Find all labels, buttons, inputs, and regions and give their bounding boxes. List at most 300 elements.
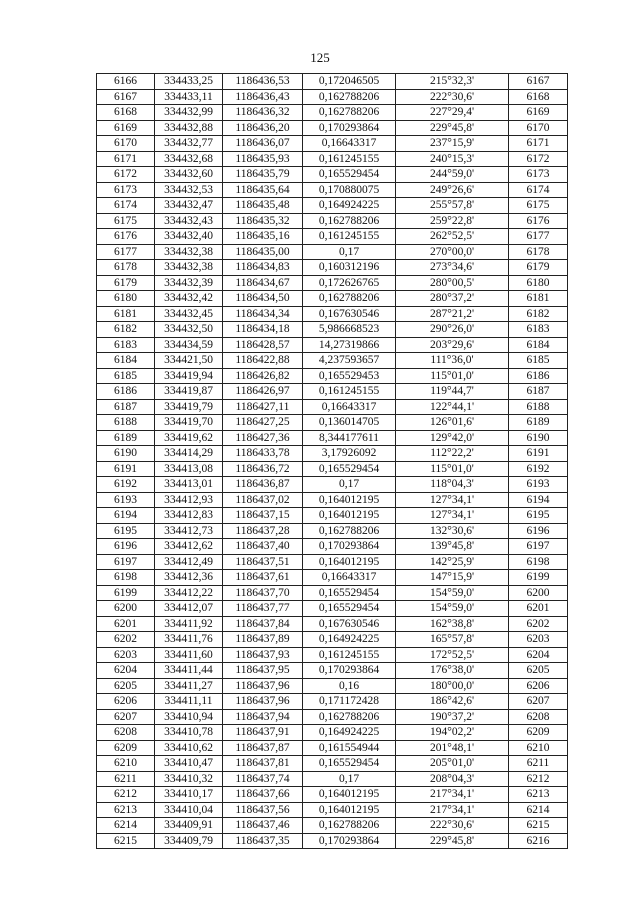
next-point-cell: 6198: [509, 554, 568, 570]
next-point-cell: 6214: [509, 802, 568, 818]
bearing-cell: 217°34,1': [396, 802, 509, 818]
next-point-cell: 6173: [509, 167, 568, 183]
point-number-cell: 6201: [97, 616, 155, 632]
y-coordinate-cell: 1186437,89: [223, 632, 303, 648]
distance-cell: 0,17: [303, 477, 396, 493]
bearing-cell: 280°37,2': [396, 291, 509, 307]
bearing-cell: 176°38,0': [396, 663, 509, 679]
bearing-cell: 139°45,8': [396, 539, 509, 555]
x-coordinate-cell: 334419,70: [155, 415, 223, 431]
point-number-cell: 6185: [97, 368, 155, 384]
table-row: [97, 818, 568, 834]
table-row: [97, 523, 568, 539]
distance-cell: 0,171172428: [303, 694, 396, 710]
distance-cell: 0,165529454: [303, 585, 396, 601]
x-coordinate-cell: 334412,73: [155, 523, 223, 539]
distance-cell: 0,17: [303, 771, 396, 787]
bearing-cell: 154°59,0': [396, 601, 509, 617]
bearing-cell: 154°59,0': [396, 585, 509, 601]
table-row: [97, 322, 568, 338]
x-coordinate-cell: 334432,42: [155, 291, 223, 307]
distance-cell: 0,17: [303, 244, 396, 260]
table-row: [97, 787, 568, 803]
y-coordinate-cell: 1186434,83: [223, 260, 303, 276]
next-point-cell: 6179: [509, 260, 568, 276]
point-number-cell: 6186: [97, 384, 155, 400]
table-row: [97, 461, 568, 477]
table-row: [97, 384, 568, 400]
x-coordinate-cell: 334411,76: [155, 632, 223, 648]
table-row: [97, 508, 568, 524]
distance-cell: 0,165529454: [303, 756, 396, 772]
y-coordinate-cell: 1186437,84: [223, 616, 303, 632]
next-point-cell: 6213: [509, 787, 568, 803]
next-point-cell: 6180: [509, 275, 568, 291]
x-coordinate-cell: 334419,62: [155, 430, 223, 446]
bearing-cell: 190°37,2': [396, 709, 509, 725]
table-row: [97, 678, 568, 694]
x-coordinate-cell: 334411,44: [155, 663, 223, 679]
y-coordinate-cell: 1186434,34: [223, 306, 303, 322]
bearing-cell: 112°22,2': [396, 446, 509, 462]
bearing-cell: 255°57,8': [396, 198, 509, 214]
x-coordinate-cell: 334432,38: [155, 260, 223, 276]
bearing-cell: 229°45,8': [396, 120, 509, 136]
bearing-cell: 111°36,0': [396, 353, 509, 369]
bearing-cell: 215°32,3': [396, 74, 509, 90]
x-coordinate-cell: 334432,43: [155, 213, 223, 229]
bearing-cell: 217°34,1': [396, 787, 509, 803]
y-coordinate-cell: 1186435,48: [223, 198, 303, 214]
x-coordinate-cell: 334432,38: [155, 244, 223, 260]
x-coordinate-cell: 334411,92: [155, 616, 223, 632]
point-number-cell: 6171: [97, 151, 155, 167]
table-row: [97, 306, 568, 322]
page-number: 125: [310, 50, 330, 65]
x-coordinate-cell: 334409,91: [155, 818, 223, 834]
table-row: [97, 539, 568, 555]
distance-cell: 4,237593657: [303, 353, 396, 369]
next-point-cell: 6188: [509, 399, 568, 415]
next-point-cell: 6178: [509, 244, 568, 260]
point-number-cell: 6172: [97, 167, 155, 183]
point-number-cell: 6170: [97, 136, 155, 152]
table-row: [97, 833, 568, 849]
next-point-cell: 6216: [509, 833, 568, 849]
next-point-cell: 6170: [509, 120, 568, 136]
next-point-cell: 6183: [509, 322, 568, 338]
distance-cell: 0,164924225: [303, 198, 396, 214]
table-row: [97, 167, 568, 183]
y-coordinate-cell: 1186436,07: [223, 136, 303, 152]
table-row: [97, 694, 568, 710]
next-point-cell: 6190: [509, 430, 568, 446]
x-coordinate-cell: 334432,77: [155, 136, 223, 152]
x-coordinate-cell: 334411,11: [155, 694, 223, 710]
x-coordinate-cell: 334412,49: [155, 554, 223, 570]
point-number-cell: 6192: [97, 477, 155, 493]
x-coordinate-cell: 334409,79: [155, 833, 223, 849]
x-coordinate-cell: 334412,07: [155, 601, 223, 617]
table-row: [97, 554, 568, 570]
x-coordinate-cell: 334419,87: [155, 384, 223, 400]
next-point-cell: 6205: [509, 663, 568, 679]
bearing-cell: 127°34,1': [396, 492, 509, 508]
next-point-cell: 6181: [509, 291, 568, 307]
x-coordinate-cell: 334433,25: [155, 74, 223, 90]
distance-cell: 0,172046505: [303, 74, 396, 90]
y-coordinate-cell: 1186426,82: [223, 368, 303, 384]
distance-cell: 0,172626765: [303, 275, 396, 291]
point-number-cell: 6215: [97, 833, 155, 849]
bearing-cell: 262°52,5': [396, 229, 509, 245]
x-coordinate-cell: 334412,36: [155, 570, 223, 586]
y-coordinate-cell: 1186437,87: [223, 740, 303, 756]
y-coordinate-cell: 1186434,67: [223, 275, 303, 291]
point-number-cell: 6168: [97, 105, 155, 121]
next-point-cell: 6193: [509, 477, 568, 493]
distance-cell: 0,164924225: [303, 632, 396, 648]
y-coordinate-cell: 1186435,79: [223, 167, 303, 183]
point-number-cell: 6191: [97, 461, 155, 477]
y-coordinate-cell: 1186437,66: [223, 787, 303, 803]
y-coordinate-cell: 1186434,50: [223, 291, 303, 307]
y-coordinate-cell: 1186437,91: [223, 725, 303, 741]
distance-cell: 0,162788206: [303, 818, 396, 834]
x-coordinate-cell: 334412,93: [155, 492, 223, 508]
distance-cell: 0,164012195: [303, 787, 396, 803]
point-number-cell: 6203: [97, 647, 155, 663]
point-number-cell: 6205: [97, 678, 155, 694]
bearing-cell: 126°01,6': [396, 415, 509, 431]
table-row: [97, 244, 568, 260]
x-coordinate-cell: 334432,88: [155, 120, 223, 136]
x-coordinate-cell: 334410,32: [155, 771, 223, 787]
distance-cell: 0,162788206: [303, 709, 396, 725]
table-row: [97, 585, 568, 601]
bearing-cell: 147°15,9': [396, 570, 509, 586]
y-coordinate-cell: 1186433,78: [223, 446, 303, 462]
y-coordinate-cell: 1186436,32: [223, 105, 303, 121]
distance-cell: 0,16: [303, 678, 396, 694]
table-row: [97, 570, 568, 586]
y-coordinate-cell: 1186426,97: [223, 384, 303, 400]
y-coordinate-cell: 1186437,81: [223, 756, 303, 772]
next-point-cell: 6201: [509, 601, 568, 617]
x-coordinate-cell: 334432,39: [155, 275, 223, 291]
next-point-cell: 6206: [509, 678, 568, 694]
next-point-cell: 6194: [509, 492, 568, 508]
next-point-cell: 6210: [509, 740, 568, 756]
y-coordinate-cell: 1186437,02: [223, 492, 303, 508]
next-point-cell: 6208: [509, 709, 568, 725]
distance-cell: 0,167630546: [303, 306, 396, 322]
point-number-cell: 6208: [97, 725, 155, 741]
table-row: [97, 616, 568, 632]
point-number-cell: 6194: [97, 508, 155, 524]
x-coordinate-cell: 334410,04: [155, 802, 223, 818]
point-number-cell: 6180: [97, 291, 155, 307]
bearing-cell: 203°29,6': [396, 337, 509, 353]
x-coordinate-cell: 334432,50: [155, 322, 223, 338]
next-point-cell: 6168: [509, 89, 568, 105]
x-coordinate-cell: 334412,22: [155, 585, 223, 601]
point-number-cell: 6169: [97, 120, 155, 136]
y-coordinate-cell: 1186437,61: [223, 570, 303, 586]
bearing-cell: 244°59,0': [396, 167, 509, 183]
distance-cell: 0,164012195: [303, 802, 396, 818]
bearing-cell: 118°04,3': [396, 477, 509, 493]
distance-cell: 3,17926092: [303, 446, 396, 462]
y-coordinate-cell: 1186437,93: [223, 647, 303, 663]
table-row: [97, 415, 568, 431]
y-coordinate-cell: 1186434,18: [223, 322, 303, 338]
y-coordinate-cell: 1186436,87: [223, 477, 303, 493]
coordinates-table-body: [97, 74, 568, 849]
next-point-cell: 6215: [509, 818, 568, 834]
distance-cell: 0,162788206: [303, 105, 396, 121]
y-coordinate-cell: 1186437,74: [223, 771, 303, 787]
point-number-cell: 6199: [97, 585, 155, 601]
point-number-cell: 6212: [97, 787, 155, 803]
distance-cell: 0,136014705: [303, 415, 396, 431]
next-point-cell: 6192: [509, 461, 568, 477]
distance-cell: 0,162788206: [303, 213, 396, 229]
bearing-cell: 208°04,3': [396, 771, 509, 787]
table-row: [97, 756, 568, 772]
bearing-cell: 172°52,5': [396, 647, 509, 663]
y-coordinate-cell: 1186437,35: [223, 833, 303, 849]
bearing-cell: 270°00,0': [396, 244, 509, 260]
y-coordinate-cell: 1186428,57: [223, 337, 303, 353]
table-row: [97, 368, 568, 384]
y-coordinate-cell: 1186437,40: [223, 539, 303, 555]
next-point-cell: 6200: [509, 585, 568, 601]
y-coordinate-cell: 1186436,72: [223, 461, 303, 477]
distance-cell: 0,164012195: [303, 554, 396, 570]
point-number-cell: 6179: [97, 275, 155, 291]
x-coordinate-cell: 334411,27: [155, 678, 223, 694]
table-row: [97, 446, 568, 462]
y-coordinate-cell: 1186435,64: [223, 182, 303, 198]
distance-cell: 0,170293864: [303, 833, 396, 849]
next-point-cell: 6212: [509, 771, 568, 787]
next-point-cell: 6172: [509, 151, 568, 167]
next-point-cell: 6171: [509, 136, 568, 152]
distance-cell: 0,164012195: [303, 492, 396, 508]
table-row: [97, 260, 568, 276]
y-coordinate-cell: 1186436,53: [223, 74, 303, 90]
point-number-cell: 6202: [97, 632, 155, 648]
table-row: [97, 151, 568, 167]
distance-cell: 0,170293864: [303, 539, 396, 555]
x-coordinate-cell: 334421,50: [155, 353, 223, 369]
point-number-cell: 6167: [97, 89, 155, 105]
table-row: [97, 337, 568, 353]
y-coordinate-cell: 1186437,77: [223, 601, 303, 617]
table-row: [97, 89, 568, 105]
next-point-cell: 6169: [509, 105, 568, 121]
next-point-cell: 6202: [509, 616, 568, 632]
bearing-cell: 127°34,1': [396, 508, 509, 524]
x-coordinate-cell: 334432,60: [155, 167, 223, 183]
distance-cell: 0,161245155: [303, 151, 396, 167]
next-point-cell: 6184: [509, 337, 568, 353]
point-number-cell: 6187: [97, 399, 155, 415]
table-row: [97, 709, 568, 725]
point-number-cell: 6206: [97, 694, 155, 710]
distance-cell: 0,161245155: [303, 647, 396, 663]
point-number-cell: 6193: [97, 492, 155, 508]
x-coordinate-cell: 334432,99: [155, 105, 223, 121]
y-coordinate-cell: 1186437,51: [223, 554, 303, 570]
distance-cell: 14,27319866: [303, 337, 396, 353]
next-point-cell: 6175: [509, 198, 568, 214]
x-coordinate-cell: 334413,08: [155, 461, 223, 477]
x-coordinate-cell: 334410,62: [155, 740, 223, 756]
next-point-cell: 6189: [509, 415, 568, 431]
x-coordinate-cell: 334413,01: [155, 477, 223, 493]
distance-cell: 0,170880075: [303, 182, 396, 198]
y-coordinate-cell: 1186437,94: [223, 709, 303, 725]
distance-cell: 0,16643317: [303, 399, 396, 415]
x-coordinate-cell: 334432,68: [155, 151, 223, 167]
bearing-cell: 290°26,0': [396, 322, 509, 338]
next-point-cell: 6176: [509, 213, 568, 229]
next-point-cell: 6187: [509, 384, 568, 400]
bearing-cell: 222°30,6': [396, 818, 509, 834]
distance-cell: 0,161554944: [303, 740, 396, 756]
distance-cell: 0,165529453: [303, 368, 396, 384]
x-coordinate-cell: 334432,40: [155, 229, 223, 245]
point-number-cell: 6181: [97, 306, 155, 322]
y-coordinate-cell: 1186437,28: [223, 523, 303, 539]
table-row: [97, 477, 568, 493]
next-point-cell: 6197: [509, 539, 568, 555]
next-point-cell: 6199: [509, 570, 568, 586]
point-number-cell: 6183: [97, 337, 155, 353]
table-row: [97, 771, 568, 787]
y-coordinate-cell: 1186435,16: [223, 229, 303, 245]
y-coordinate-cell: 1186435,32: [223, 213, 303, 229]
x-coordinate-cell: 334434,59: [155, 337, 223, 353]
next-point-cell: 6211: [509, 756, 568, 772]
point-number-cell: 6198: [97, 570, 155, 586]
y-coordinate-cell: 1186427,25: [223, 415, 303, 431]
bearing-cell: 259°22,8': [396, 213, 509, 229]
point-number-cell: 6190: [97, 446, 155, 462]
next-point-cell: 6191: [509, 446, 568, 462]
x-coordinate-cell: 334412,83: [155, 508, 223, 524]
bearing-cell: 229°45,8': [396, 833, 509, 849]
table-row: [97, 632, 568, 648]
next-point-cell: 6182: [509, 306, 568, 322]
table-row: [97, 229, 568, 245]
next-point-cell: 6195: [509, 508, 568, 524]
point-number-cell: 6188: [97, 415, 155, 431]
next-point-cell: 6167: [509, 74, 568, 90]
x-coordinate-cell: 334419,79: [155, 399, 223, 415]
next-point-cell: 6186: [509, 368, 568, 384]
point-number-cell: 6210: [97, 756, 155, 772]
bearing-cell: 194°02,2': [396, 725, 509, 741]
point-number-cell: 6213: [97, 802, 155, 818]
x-coordinate-cell: 334412,62: [155, 539, 223, 555]
distance-cell: 0,162788206: [303, 89, 396, 105]
distance-cell: 0,16643317: [303, 570, 396, 586]
bearing-cell: 222°30,6': [396, 89, 509, 105]
table-row: [97, 275, 568, 291]
point-number-cell: 6200: [97, 601, 155, 617]
next-point-cell: 6185: [509, 353, 568, 369]
point-number-cell: 6189: [97, 430, 155, 446]
x-coordinate-cell: 334414,29: [155, 446, 223, 462]
y-coordinate-cell: 1186437,96: [223, 678, 303, 694]
next-point-cell: 6209: [509, 725, 568, 741]
table-row: [97, 74, 568, 90]
x-coordinate-cell: 334432,53: [155, 182, 223, 198]
distance-cell: 0,162788206: [303, 291, 396, 307]
x-coordinate-cell: 334410,78: [155, 725, 223, 741]
x-coordinate-cell: 334411,60: [155, 647, 223, 663]
bearing-cell: 165°57,8': [396, 632, 509, 648]
distance-cell: 0,16643317: [303, 136, 396, 152]
y-coordinate-cell: 1186437,95: [223, 663, 303, 679]
next-point-cell: 6196: [509, 523, 568, 539]
distance-cell: 5,986668523: [303, 322, 396, 338]
y-coordinate-cell: 1186427,11: [223, 399, 303, 415]
y-coordinate-cell: 1186437,15: [223, 508, 303, 524]
x-coordinate-cell: 334419,94: [155, 368, 223, 384]
y-coordinate-cell: 1186427,36: [223, 430, 303, 446]
y-coordinate-cell: 1186437,70: [223, 585, 303, 601]
table-row: [97, 182, 568, 198]
bearing-cell: 180°00,0': [396, 678, 509, 694]
bearing-cell: 115°01,0': [396, 461, 509, 477]
distance-cell: 0,161245155: [303, 384, 396, 400]
point-number-cell: 6214: [97, 818, 155, 834]
distance-cell: 0,165529454: [303, 601, 396, 617]
table-row: [97, 399, 568, 415]
point-number-cell: 6207: [97, 709, 155, 725]
distance-cell: 0,161245155: [303, 229, 396, 245]
table-row: [97, 725, 568, 741]
next-point-cell: 6204: [509, 647, 568, 663]
next-point-cell: 6177: [509, 229, 568, 245]
table-row: [97, 740, 568, 756]
bearing-cell: 122°44,1': [396, 399, 509, 415]
distance-cell: 0,162788206: [303, 523, 396, 539]
y-coordinate-cell: 1186437,46: [223, 818, 303, 834]
y-coordinate-cell: 1186435,93: [223, 151, 303, 167]
y-coordinate-cell: 1186435,00: [223, 244, 303, 260]
point-number-cell: 6178: [97, 260, 155, 276]
y-coordinate-cell: 1186436,20: [223, 120, 303, 136]
point-number-cell: 6177: [97, 244, 155, 260]
distance-cell: 0,160312196: [303, 260, 396, 276]
bearing-cell: 249°26,6': [396, 182, 509, 198]
bearing-cell: 287°21,2': [396, 306, 509, 322]
bearing-cell: 201°48,1': [396, 740, 509, 756]
bearing-cell: 273°34,6': [396, 260, 509, 276]
table-row: [97, 663, 568, 679]
table-row: [97, 353, 568, 369]
next-point-cell: 6203: [509, 632, 568, 648]
bearing-cell: 115°01,0': [396, 368, 509, 384]
table-row: [97, 105, 568, 121]
bearing-cell: 186°42,6': [396, 694, 509, 710]
x-coordinate-cell: 334433,11: [155, 89, 223, 105]
